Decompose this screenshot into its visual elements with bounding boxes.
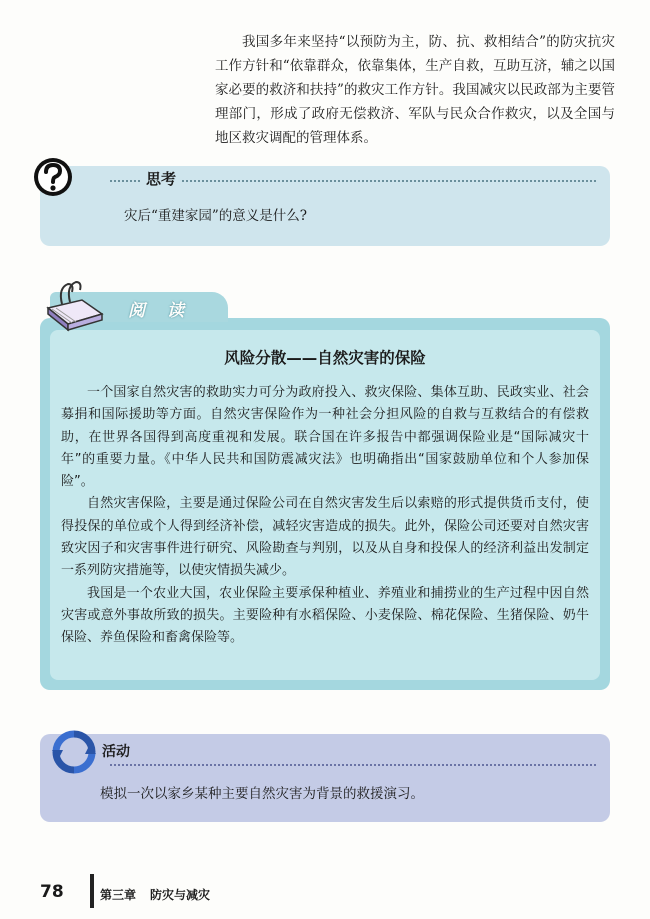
reading-paragraph: 自然灾害保险，主要是通过保险公司在自然灾害发生后以索赔的形式提供货币支付，使得投保的单位或个人得到经济补偿，减轻灾害造成的损失。此外，保险公司还要对自然灾害致灾因子和灾害事件进行研究、风险勘查与判别，以及从自身和投保人的经济利益出发制定一系列防灾措施等，以使灾情损失减少。 [61,496,589,579]
reading-paragraph: 我国是一个农业大国，农业保险主要承保种植业、养殖业和捕捞业的生产过程中因自然灾害或意外事故所致的损失。主要险种有水稻保险、小麦保险、棉花保险、生猪保险、奶牛保险、养鱼保险和畜禽保险等。 [61,585,589,646]
activity-text: 模拟一次以家乡某种主要自然灾害为背景的救援演习。 [100,786,424,802]
reading-panel [50,330,600,680]
reading-paragraph: 一个国家自然灾害的救助实力可分为政府投入、救灾保险、集体互助、民政实业、社会募捐和国际援助等方面。自然灾害保险作为一种社会分担风险的自救与互救结合的有偿救助，在世界各国得到高度重视和发展。联合国在许多报告中都强调保险业是“国际减灾十年”的重要力量。《中华人民共和国防震减灾法》也明确指出“国家鼓励单位和个人参加保险”。 [61,385,589,490]
chapter-label: 第三章 [100,888,137,902]
reading-body [61,382,589,650]
think-box [40,166,610,246]
cycle-arrows-icon [52,730,96,774]
book-icon [42,278,106,334]
activity-title: 活动 [102,744,130,760]
question-icon [32,156,74,198]
divider [110,180,596,182]
activity-box [40,734,610,822]
intro-paragraph: 我国多年来坚持“以预防为主，防、抗、救相结合”的防灾抗灾工作方针和“依靠群众，依靠集体，生产自救，互助互济，辅之以国家必要的救济和扶持”的救灾工作方针。我国减灾以民政部为主要管理部门，形成了政府无偿救济、军队与民众合作救灾，以及全国与地区救灾调配的管理体系。 [215,34,615,146]
page-number: 78 [40,882,64,902]
think-question: 灾后“重建家园”的意义是什么? [124,208,308,224]
page-footer [40,880,440,906]
chapter-topic: 防灾与减灾 [150,888,211,902]
intro-text [215,30,615,150]
footer-divider [90,874,94,908]
reading-title: 风险分散——自然灾害的保险 [224,349,426,367]
reading-tab-label: 阅读 [128,301,206,321]
reading-box [40,318,610,690]
divider [110,764,596,766]
think-title: 思考 [140,168,182,189]
